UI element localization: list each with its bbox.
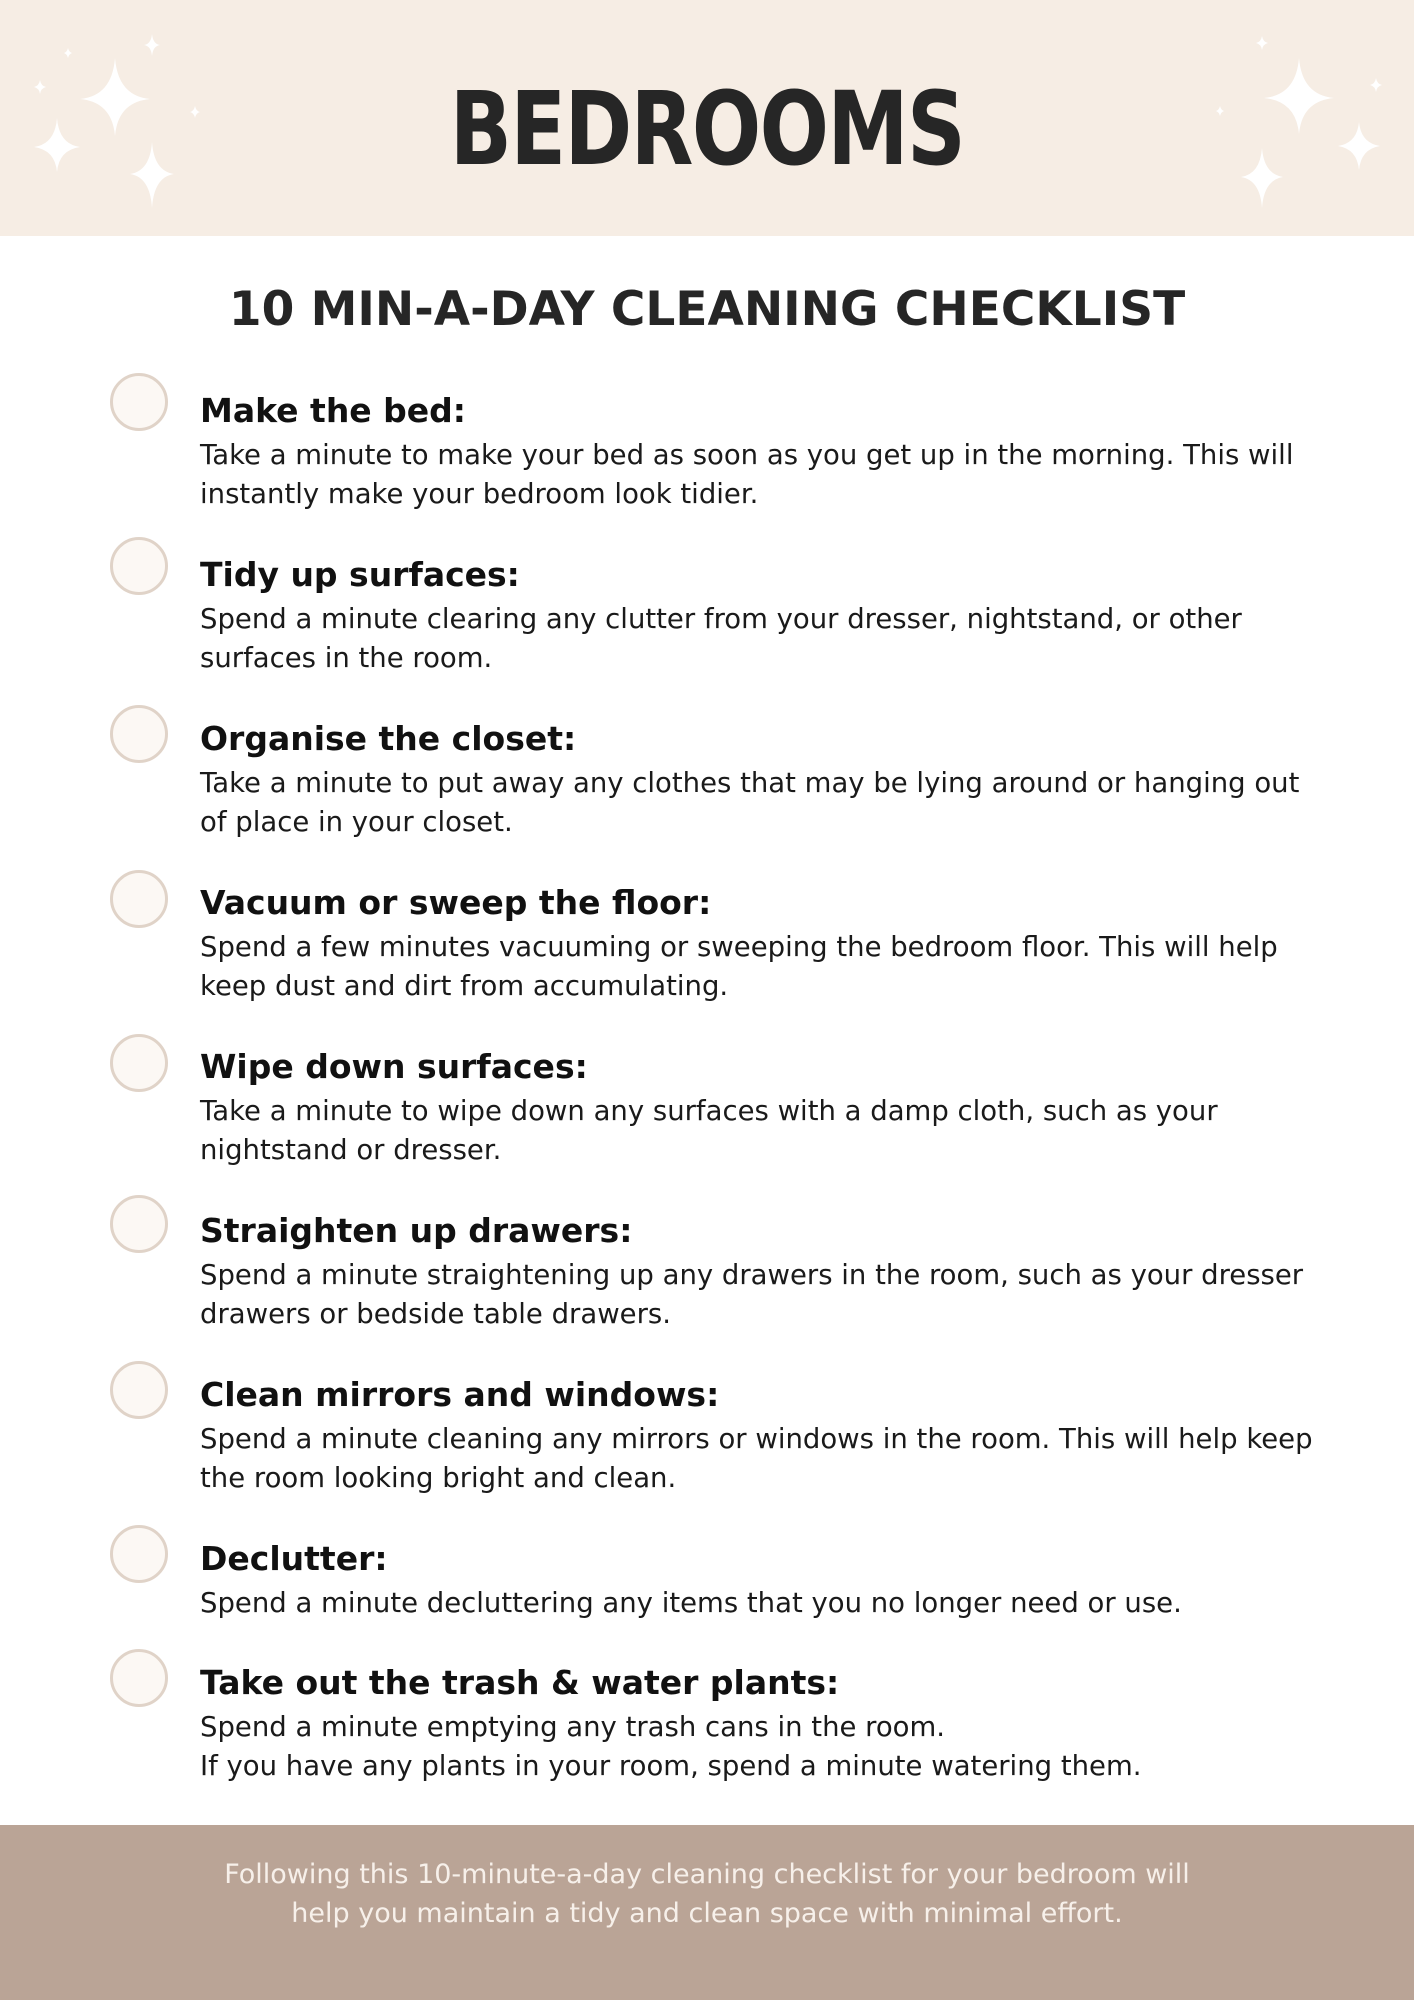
checkbox[interactable]: [110, 1649, 168, 1707]
item-description: Spend a minute decluttering any items that you no longer need or use.: [200, 1587, 1182, 1619]
checkbox[interactable]: [110, 1034, 168, 1092]
checkbox[interactable]: [110, 1361, 168, 1419]
footer-banner: [0, 1825, 1414, 2000]
item-title: Make the bed:: [200, 391, 466, 430]
item-description: Spend a few minutes vacuuming or sweeping the bedroom floor. This will help keep dust and dirt from accumulating.: [200, 931, 1278, 1002]
checklist-heading: 10 MIN-A-DAY CLEANING CHECKLIST: [228, 282, 1186, 337]
item-description: Spend a minute cleaning any mirrors or windows in the room. This will help keep the room looking bright and clean.: [200, 1423, 1313, 1494]
header-banner: [0, 0, 1414, 236]
item-title: Clean mirrors and windows:: [200, 1375, 720, 1414]
checkbox[interactable]: [110, 537, 168, 595]
item-title: Organise the closet:: [200, 719, 577, 758]
item-description: Spend a minute emptying any trash cans in the room. If you have any plants in your room, spend a minute watering them.: [200, 1711, 1142, 1782]
sparkle-icon: [1184, 0, 1414, 236]
item-title: Take out the trash & water plants:: [200, 1663, 840, 1702]
item-description: Spend a minute clearing any clutter from your dresser, nightstand, or other surfaces in the room.: [200, 603, 1242, 674]
item-title: Tidy up surfaces:: [200, 555, 520, 594]
item-description: Spend a minute straightening up any drawers in the room, such as your dresser drawers or bedside table drawers.: [200, 1259, 1304, 1330]
item-description: Take a minute to wipe down any surfaces with a damp cloth, such as your nightstand or dresser.: [200, 1095, 1218, 1166]
checkbox[interactable]: [110, 373, 168, 431]
checkbox[interactable]: [110, 870, 168, 928]
item-title: Wipe down surfaces:: [200, 1047, 588, 1086]
item-title: Declutter:: [200, 1539, 388, 1578]
checkbox[interactable]: [110, 1525, 168, 1583]
checkbox[interactable]: [110, 1195, 168, 1253]
item-title: Straighten up drawers:: [200, 1211, 633, 1250]
page-title: BEDROOMS: [449, 70, 965, 189]
item-title: Vacuum or sweep the floor:: [200, 883, 712, 922]
footer-text: Following this 10-minute-a-day cleaning checklist for your bedroom will help you maintain a tidy and clean space with minimal effort.: [224, 1859, 1190, 1929]
checkbox[interactable]: [110, 705, 168, 763]
item-description: Take a minute to put away any clothes that may be lying around or hanging out of place in your closet.: [200, 767, 1300, 838]
item-description: Take a minute to make your bed as soon as you get up in the morning. This will instantly make your bedroom look tidier.: [200, 439, 1294, 510]
